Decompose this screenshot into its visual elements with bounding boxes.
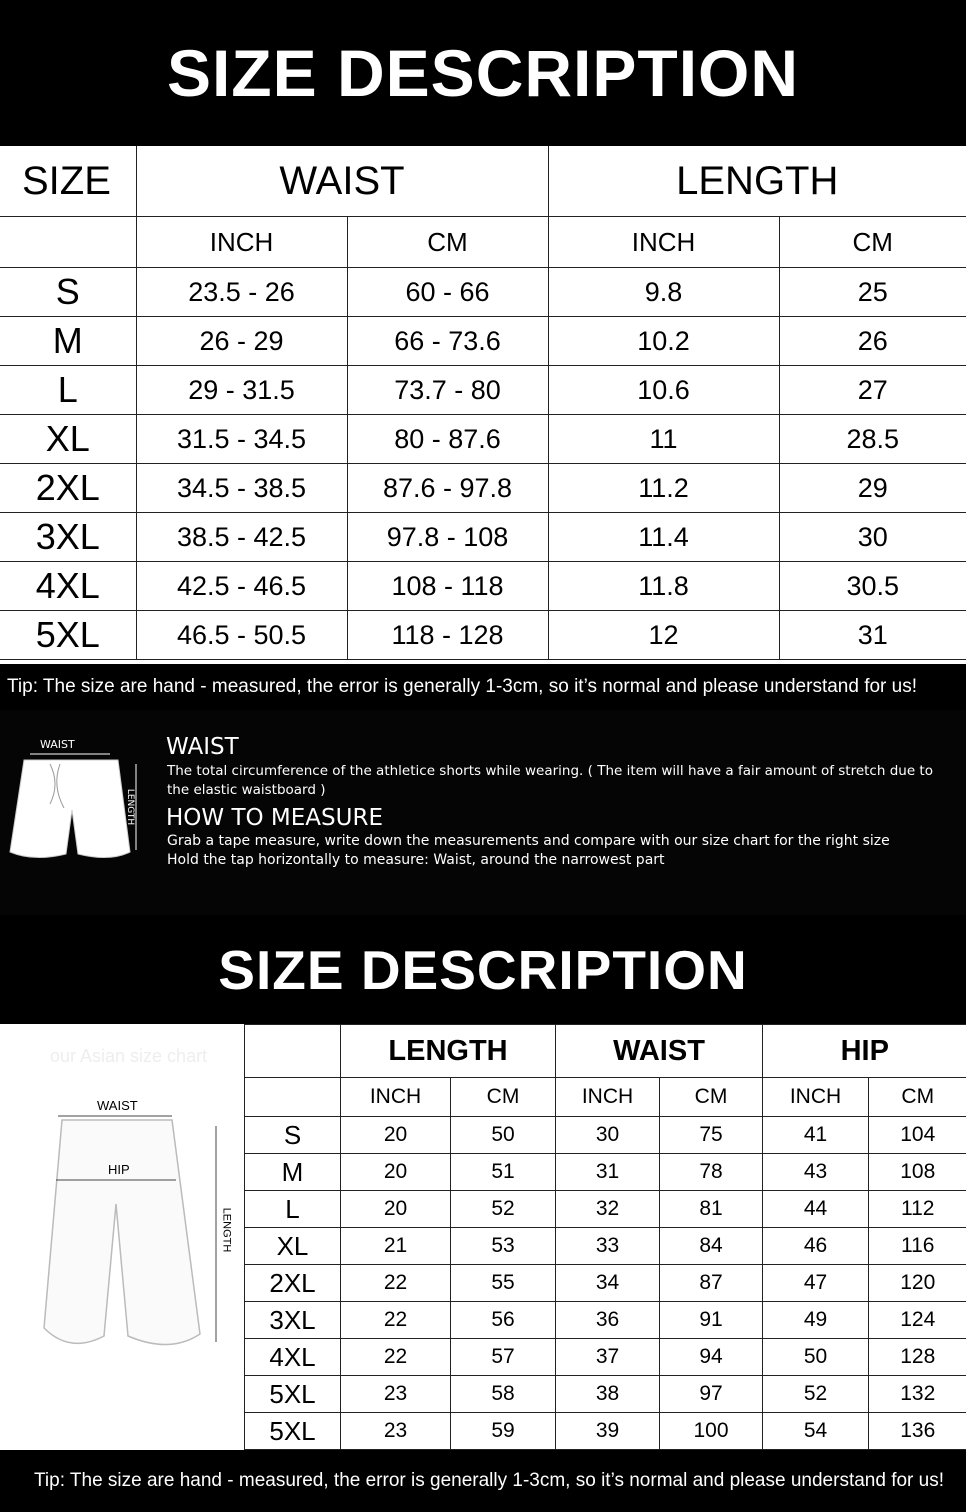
- cell-waist-cm: 118 - 128: [347, 611, 548, 660]
- cell-length-cm: 58: [451, 1376, 556, 1413]
- cell-size: 4XL: [245, 1339, 341, 1376]
- measure-text-2: Hold the tap horizontally to measure: Waist, around the narrowest part: [167, 852, 665, 868]
- table-row: [0, 513, 966, 562]
- cell-size: L: [245, 1191, 341, 1228]
- cell-size: M: [0, 317, 136, 366]
- table-row: [245, 1376, 966, 1413]
- cell-hip-cm: 104: [869, 1117, 966, 1154]
- cell-length-inch: 12: [548, 611, 779, 660]
- table-row: [245, 1265, 966, 1302]
- header-waist-2: WAIST: [556, 1025, 763, 1078]
- cell-hip-inch: 54: [763, 1413, 869, 1450]
- cell-waist-inch: 29 - 31.5: [136, 366, 347, 415]
- cell-waist-inch: 38.5 - 42.5: [136, 513, 347, 562]
- bottom-title: SIZE DESCRIPTION: [0, 915, 966, 1024]
- cell-length-inch: 11.4: [548, 513, 779, 562]
- cell-size: XL: [0, 415, 136, 464]
- cell-waist-cm: 87.6 - 97.8: [347, 464, 548, 513]
- header-blank: [0, 217, 136, 268]
- cell-size: 2XL: [0, 464, 136, 513]
- table-row: [0, 464, 966, 513]
- cell-waist-cm: 66 - 73.6: [347, 317, 548, 366]
- table-row: [245, 1117, 966, 1154]
- cell-waist-cm: 108 - 118: [347, 562, 548, 611]
- unit-length-inch-2: INCH: [341, 1078, 451, 1117]
- cell-waist-inch: 42.5 - 46.5: [136, 562, 347, 611]
- header-length-2: LENGTH: [341, 1025, 556, 1078]
- top-title: SIZE DESCRIPTION: [0, 0, 966, 146]
- cell-hip-cm: 132: [869, 1376, 966, 1413]
- cell-length-cm: 29: [779, 464, 966, 513]
- table-row: [245, 1154, 966, 1191]
- shorts-diagram: [0, 730, 145, 880]
- cell-waist-inch: 38: [556, 1376, 660, 1413]
- table-row: [245, 1339, 966, 1376]
- cell-waist-cm: 94: [660, 1339, 763, 1376]
- cell-length-cm: 52: [451, 1191, 556, 1228]
- cell-waist-inch: 31: [556, 1154, 660, 1191]
- cell-hip-inch: 43: [763, 1154, 869, 1191]
- cell-length-cm: 50: [451, 1117, 556, 1154]
- cell-waist-inch: 31.5 - 34.5: [136, 415, 347, 464]
- table-row: [245, 1302, 966, 1339]
- cell-waist-inch: 33: [556, 1228, 660, 1265]
- measure-heading: HOW TO MEASURE: [166, 805, 383, 831]
- cell-waist-cm: 100: [660, 1413, 763, 1450]
- cell-size: XL: [245, 1228, 341, 1265]
- unit-waist-cm: CM: [347, 217, 548, 268]
- header-size: SIZE: [0, 146, 136, 217]
- cell-hip-cm: 120: [869, 1265, 966, 1302]
- cell-length-inch: 11: [548, 415, 779, 464]
- cell-length-cm: 59: [451, 1413, 556, 1450]
- cell-waist-cm: 73.7 - 80: [347, 366, 548, 415]
- cell-length-cm: 51: [451, 1154, 556, 1191]
- cell-waist-cm: 87: [660, 1265, 763, 1302]
- how-to-measure-panel: [0, 710, 966, 915]
- cell-length-inch: 20: [341, 1191, 451, 1228]
- diagram-hip-text: HIP: [108, 1162, 130, 1177]
- table-row: [245, 1413, 966, 1450]
- cell-waist-cm: 60 - 66: [347, 268, 548, 317]
- cell-length-inch: 22: [341, 1302, 451, 1339]
- cell-size: S: [245, 1117, 341, 1154]
- cell-waist-inch: 26 - 29: [136, 317, 347, 366]
- diagram-waist-label: WAIST: [40, 738, 75, 751]
- table-row: [0, 268, 966, 317]
- cell-waist-inch: 39: [556, 1413, 660, 1450]
- unit-hip-inch: INCH: [763, 1078, 869, 1117]
- cell-waist-cm: 81: [660, 1191, 763, 1228]
- table-row: [0, 366, 966, 415]
- cell-size: L: [0, 366, 136, 415]
- cell-length-cm: 30: [779, 513, 966, 562]
- cell-length-inch: 22: [341, 1339, 451, 1376]
- cell-hip-inch: 44: [763, 1191, 869, 1228]
- cell-length-cm: 26: [779, 317, 966, 366]
- cell-size: 5XL: [0, 611, 136, 660]
- unit-waist-cm-2: CM: [660, 1078, 763, 1117]
- cell-waist-cm: 84: [660, 1228, 763, 1265]
- cell-waist-cm: 78: [660, 1154, 763, 1191]
- cell-size: M: [245, 1154, 341, 1191]
- cell-waist-cm: 80 - 87.6: [347, 415, 548, 464]
- cell-length-cm: 25: [779, 268, 966, 317]
- cell-waist-inch: 23.5 - 26: [136, 268, 347, 317]
- cell-size: 5XL: [245, 1413, 341, 1450]
- header-waist: WAIST: [136, 146, 548, 217]
- cell-hip-cm: 128: [869, 1339, 966, 1376]
- unit-length-cm-2: CM: [451, 1078, 556, 1117]
- header-blank-2: [245, 1025, 341, 1078]
- cell-hip-cm: 136: [869, 1413, 966, 1450]
- diagram-length-text: LENGTH: [220, 1207, 233, 1253]
- cell-length-cm: 30.5: [779, 562, 966, 611]
- table-row: [0, 611, 966, 660]
- bottom-size-table: [244, 1024, 966, 1450]
- waist-text-1: The total circumference of the athletice shorts while wearing. ( The item will have a fair amount of stretch due to: [167, 763, 933, 779]
- cell-waist-cm: 97: [660, 1376, 763, 1413]
- cell-waist-inch: 36: [556, 1302, 660, 1339]
- cell-hip-inch: 46: [763, 1228, 869, 1265]
- top-size-table: [0, 146, 966, 660]
- cell-size: 5XL: [245, 1376, 341, 1413]
- cell-size: 3XL: [0, 513, 136, 562]
- cell-waist-cm: 91: [660, 1302, 763, 1339]
- cell-hip-inch: 41: [763, 1117, 869, 1154]
- cell-size: 4XL: [0, 562, 136, 611]
- top-tip: Tip: The size are hand - measured, the error is generally 1-3cm, so it’s normal and please understand for us!: [0, 664, 966, 710]
- cell-size: 2XL: [245, 1265, 341, 1302]
- cell-length-inch: 23: [341, 1413, 451, 1450]
- unit-length-inch: INCH: [548, 217, 779, 268]
- cell-waist-inch: 46.5 - 50.5: [136, 611, 347, 660]
- waist-text-2: the elastic waistboard ): [167, 782, 326, 798]
- unit-waist-inch-2: INCH: [556, 1078, 660, 1117]
- measure-text-1: Grab a tape measure, write down the measurements and compare with our size chart for the right size: [167, 833, 890, 849]
- cell-size: S: [0, 268, 136, 317]
- cell-length-cm: 57: [451, 1339, 556, 1376]
- cell-waist-cm: 97.8 - 108: [347, 513, 548, 562]
- cell-length-inch: 11.8: [548, 562, 779, 611]
- cell-length-inch: 10.2: [548, 317, 779, 366]
- table-row: [0, 317, 966, 366]
- cell-waist-inch: 34.5 - 38.5: [136, 464, 347, 513]
- cell-length-cm: 56: [451, 1302, 556, 1339]
- table-row: [0, 415, 966, 464]
- shorts-front-diagram: [0, 1024, 244, 1450]
- cell-length-inch: 9.8: [548, 268, 779, 317]
- cell-length-inch: 22: [341, 1265, 451, 1302]
- table-row: [0, 562, 966, 611]
- header-hip: HIP: [763, 1025, 966, 1078]
- waist-heading: WAIST: [166, 734, 239, 760]
- unit-blank: [245, 1078, 341, 1117]
- unit-length-cm: CM: [779, 217, 966, 268]
- bottom-tip: Tip: The size are hand - measured, the error is generally 1-3cm, so it’s normal and please understand for us!: [0, 1450, 966, 1512]
- diagram-length-label: LENGTH: [125, 788, 136, 826]
- cell-length-cm: 28.5: [779, 415, 966, 464]
- cell-length-cm: 55: [451, 1265, 556, 1302]
- cell-waist-cm: 75: [660, 1117, 763, 1154]
- table-row: [245, 1191, 966, 1228]
- cell-hip-inch: 49: [763, 1302, 869, 1339]
- cell-length-cm: 31: [779, 611, 966, 660]
- table-row: [245, 1228, 966, 1265]
- cell-hip-inch: 47: [763, 1265, 869, 1302]
- cell-waist-inch: 34: [556, 1265, 660, 1302]
- cell-length-cm: 53: [451, 1228, 556, 1265]
- cell-size: 3XL: [245, 1302, 341, 1339]
- asian-size-watermark: our Asian size chart: [50, 1046, 208, 1066]
- cell-length-inch: 21: [341, 1228, 451, 1265]
- cell-length-inch: 23: [341, 1376, 451, 1413]
- cell-hip-cm: 112: [869, 1191, 966, 1228]
- cell-waist-inch: 32: [556, 1191, 660, 1228]
- cell-length-inch: 20: [341, 1117, 451, 1154]
- cell-length-cm: 27: [779, 366, 966, 415]
- diagram-waist-text: WAIST: [97, 1098, 138, 1113]
- unit-waist-inch: INCH: [136, 217, 347, 268]
- cell-length-inch: 11.2: [548, 464, 779, 513]
- cell-hip-cm: 116: [869, 1228, 966, 1265]
- cell-hip-inch: 50: [763, 1339, 869, 1376]
- cell-hip-cm: 108: [869, 1154, 966, 1191]
- cell-length-inch: 10.6: [548, 366, 779, 415]
- cell-waist-inch: 37: [556, 1339, 660, 1376]
- cell-hip-cm: 124: [869, 1302, 966, 1339]
- header-length: LENGTH: [548, 146, 966, 217]
- cell-waist-inch: 30: [556, 1117, 660, 1154]
- unit-hip-cm: CM: [869, 1078, 966, 1117]
- cell-hip-inch: 52: [763, 1376, 869, 1413]
- cell-length-inch: 20: [341, 1154, 451, 1191]
